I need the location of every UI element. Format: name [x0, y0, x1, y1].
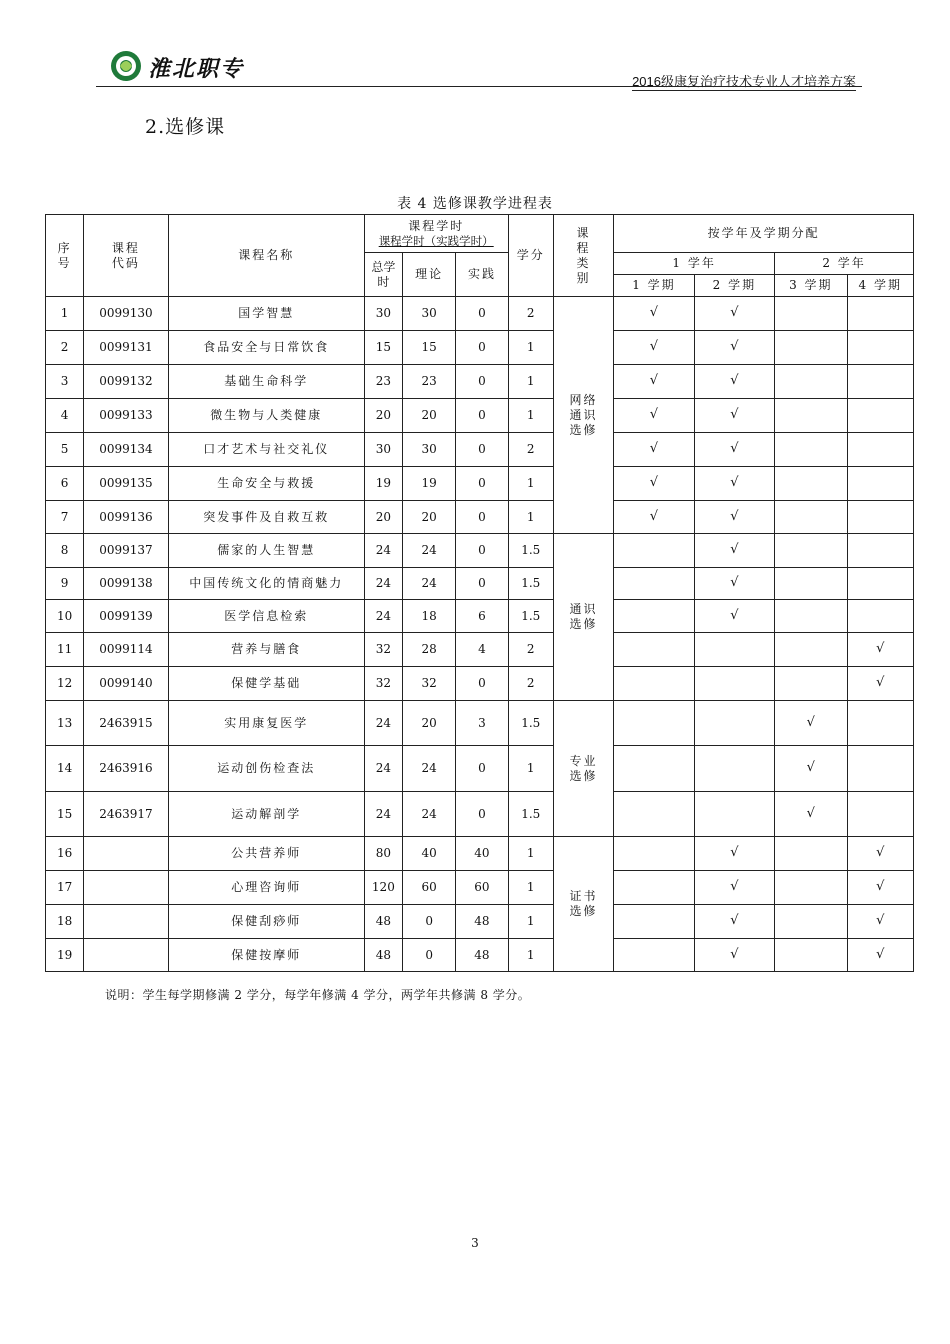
row-credit: 1 — [508, 399, 553, 433]
row-theory-hours: 30 — [402, 433, 455, 467]
row-category: 网络通识选修 — [553, 297, 613, 534]
row-code: 0099138 — [84, 568, 168, 600]
row-practice-hours: 0 — [456, 792, 508, 837]
term1-cell — [614, 433, 694, 467]
header-theory: 理论 — [402, 253, 455, 297]
check-mark-icon: √ — [730, 946, 739, 962]
row-course-name: 营养与膳食 — [168, 633, 364, 667]
row-course-name: 生命安全与救援 — [168, 467, 364, 501]
header-year2: 2 学年 — [775, 253, 914, 275]
check-mark-icon: √ — [649, 339, 659, 355]
row-theory-hours: 24 — [402, 568, 455, 600]
row-code: 0099137 — [84, 534, 168, 568]
header-year1: 1 学年 — [614, 253, 775, 275]
table-row — [46, 871, 914, 905]
row-course-name: 公共营养师 — [168, 837, 364, 871]
row-seq: 15 — [46, 792, 84, 837]
term1-cell — [614, 501, 694, 534]
term3-cell — [775, 746, 847, 792]
term1-cell — [614, 467, 694, 501]
check-mark-icon: √ — [649, 373, 659, 389]
check-mark-icon: √ — [730, 508, 739, 524]
check-mark-icon: √ — [730, 845, 739, 861]
term1-cell — [614, 331, 694, 365]
header-hours-group — [364, 215, 508, 253]
header-seq: 序号 — [46, 215, 84, 297]
term3-cell — [775, 837, 847, 871]
row-practice-hours: 0 — [456, 467, 508, 501]
row-course-name: 儒家的人生智慧 — [168, 534, 364, 568]
term3-cell — [775, 467, 847, 501]
row-theory-hours: 30 — [402, 297, 455, 331]
term4-cell — [847, 600, 913, 633]
check-mark-icon: √ — [876, 845, 885, 861]
check-mark-icon: √ — [649, 305, 659, 321]
row-total-hours: 24 — [364, 568, 402, 600]
row-total-hours: 30 — [364, 297, 402, 331]
row-theory-hours: 20 — [402, 701, 455, 746]
row-seq: 17 — [46, 871, 84, 905]
row-total-hours: 48 — [364, 905, 402, 939]
term1-cell — [614, 837, 694, 871]
term1-cell — [614, 905, 694, 939]
table-row — [46, 837, 914, 871]
row-seq: 9 — [46, 568, 84, 600]
row-theory-hours: 24 — [402, 746, 455, 792]
row-category: 专业选修 — [553, 701, 613, 837]
row-total-hours: 80 — [364, 837, 402, 871]
check-mark-icon: √ — [730, 339, 739, 355]
term1-cell — [614, 297, 694, 331]
term3-cell — [775, 534, 847, 568]
term2-cell — [694, 939, 774, 972]
row-seq: 18 — [46, 905, 84, 939]
term2-cell — [694, 837, 774, 871]
row-practice-hours: 0 — [456, 746, 508, 792]
row-code — [84, 871, 168, 905]
term2-cell — [694, 792, 774, 837]
table-row — [46, 331, 914, 365]
term2-cell — [694, 297, 774, 331]
term1-cell — [614, 871, 694, 905]
row-practice-hours: 60 — [456, 871, 508, 905]
row-seq: 12 — [46, 667, 84, 701]
row-course-name: 突发事件及自救互救 — [168, 501, 364, 534]
row-seq: 16 — [46, 837, 84, 871]
check-mark-icon: √ — [806, 805, 815, 821]
term4-cell — [847, 633, 913, 667]
term1-cell — [614, 939, 694, 972]
row-seq: 3 — [46, 365, 84, 399]
logo-text: 淮北职专 — [148, 56, 245, 82]
row-code: 0099136 — [84, 501, 168, 534]
row-practice-hours: 40 — [456, 837, 508, 871]
check-mark-icon: √ — [730, 475, 739, 491]
term2-cell — [694, 568, 774, 600]
row-seq: 5 — [46, 433, 84, 467]
term4-cell — [847, 501, 913, 534]
term4-cell — [847, 297, 913, 331]
row-credit: 1.5 — [508, 792, 553, 837]
term2-cell — [694, 871, 774, 905]
table-row — [46, 792, 914, 837]
row-practice-hours: 3 — [456, 701, 508, 746]
table-row — [46, 939, 914, 972]
row-code: 0099130 — [84, 297, 168, 331]
check-mark-icon: √ — [730, 407, 739, 423]
term4-cell — [847, 433, 913, 467]
header-term2: 2 学期 — [694, 275, 774, 297]
term4-cell — [847, 871, 913, 905]
row-credit: 2 — [508, 433, 553, 467]
course-rows — [46, 297, 914, 972]
row-code: 0099114 — [84, 633, 168, 667]
term3-cell — [775, 939, 847, 972]
row-credit: 2 — [508, 667, 553, 701]
check-mark-icon: √ — [876, 641, 885, 657]
header-term3: 3 学期 — [775, 275, 847, 297]
row-seq: 2 — [46, 331, 84, 365]
row-seq: 1 — [46, 297, 84, 331]
row-total-hours: 120 — [364, 871, 402, 905]
row-practice-hours: 48 — [456, 939, 508, 972]
row-practice-hours: 0 — [456, 331, 508, 365]
row-code: 2463915 — [84, 701, 168, 746]
row-code: 2463917 — [84, 792, 168, 837]
term2-cell — [694, 667, 774, 701]
row-seq: 4 — [46, 399, 84, 433]
row-theory-hours: 20 — [402, 501, 455, 534]
check-mark-icon: √ — [876, 879, 885, 895]
row-seq: 13 — [46, 701, 84, 746]
term4-cell — [847, 667, 913, 701]
term4-cell — [847, 939, 913, 972]
row-total-hours: 24 — [364, 746, 402, 792]
check-mark-icon: √ — [806, 760, 815, 776]
row-total-hours: 24 — [364, 701, 402, 746]
row-credit: 1 — [508, 871, 553, 905]
row-total-hours: 30 — [364, 433, 402, 467]
row-practice-hours: 0 — [456, 501, 508, 534]
term3-cell — [775, 871, 847, 905]
row-credit: 1 — [508, 837, 553, 871]
table-note: 说明：学生每学期修满 2 学分，每学年修满 4 学分，两学年共修满 8 学分。 — [105, 988, 531, 1002]
check-mark-icon: √ — [730, 441, 739, 457]
table-row — [46, 501, 914, 534]
row-total-hours: 20 — [364, 501, 402, 534]
row-credit: 1 — [508, 746, 553, 792]
row-course-name: 基础生命科学 — [168, 365, 364, 399]
term1-cell — [614, 701, 694, 746]
row-theory-hours: 32 — [402, 667, 455, 701]
table-row — [46, 399, 914, 433]
row-code: 0099140 — [84, 667, 168, 701]
check-mark-icon: √ — [649, 475, 659, 491]
row-credit: 2 — [508, 297, 553, 331]
row-course-name: 保健按摩师 — [168, 939, 364, 972]
term2-cell — [694, 365, 774, 399]
row-theory-hours: 0 — [402, 939, 455, 972]
row-code: 0099131 — [84, 331, 168, 365]
row-code: 0099135 — [84, 467, 168, 501]
term4-cell — [847, 365, 913, 399]
row-course-name: 食品安全与日常饮食 — [168, 331, 364, 365]
term1-cell — [614, 667, 694, 701]
row-total-hours: 48 — [364, 939, 402, 972]
table-row — [46, 667, 914, 701]
check-mark-icon: √ — [730, 879, 739, 895]
school-logo — [108, 48, 248, 84]
header-hours-title: 课程学时 — [408, 218, 465, 233]
term3-cell — [775, 399, 847, 433]
page-number: 3 — [471, 1236, 479, 1250]
row-theory-hours: 40 — [402, 837, 455, 871]
term2-cell — [694, 534, 774, 568]
row-practice-hours: 0 — [456, 667, 508, 701]
row-total-hours: 23 — [364, 365, 402, 399]
row-code: 2463916 — [84, 746, 168, 792]
row-seq: 6 — [46, 467, 84, 501]
row-code — [84, 905, 168, 939]
row-seq: 10 — [46, 600, 84, 633]
term2-cell — [694, 600, 774, 633]
row-practice-hours: 0 — [456, 399, 508, 433]
row-course-name: 医学信息检索 — [168, 600, 364, 633]
check-mark-icon: √ — [730, 575, 739, 591]
row-credit: 1.5 — [508, 701, 553, 746]
row-total-hours: 24 — [364, 534, 402, 568]
row-credit: 1 — [508, 501, 553, 534]
term2-cell — [694, 331, 774, 365]
check-mark-icon: √ — [649, 441, 659, 457]
row-practice-hours: 0 — [456, 297, 508, 331]
header-name: 课程名称 — [168, 215, 364, 297]
document-header-title: 2016级康复治疗技术专业人才培养方案 — [632, 71, 856, 91]
row-credit: 1 — [508, 939, 553, 972]
elective-course-table — [45, 214, 914, 972]
term3-cell — [775, 667, 847, 701]
row-credit: 1 — [508, 467, 553, 501]
term4-cell — [847, 792, 913, 837]
header-divider — [96, 86, 862, 87]
table-row — [46, 633, 914, 667]
table-row — [46, 534, 914, 568]
header-code: 课程代码 — [84, 215, 168, 297]
term4-cell — [847, 568, 913, 600]
row-theory-hours: 15 — [402, 331, 455, 365]
term2-cell — [694, 633, 774, 667]
row-theory-hours: 23 — [402, 365, 455, 399]
row-code — [84, 939, 168, 972]
row-course-name: 国学智慧 — [168, 297, 364, 331]
table-row — [46, 467, 914, 501]
term4-cell — [847, 746, 913, 792]
term3-cell — [775, 701, 847, 746]
check-mark-icon: √ — [806, 714, 815, 730]
term3-cell — [775, 568, 847, 600]
header-category: 课程类别 — [553, 215, 613, 297]
term2-cell — [694, 905, 774, 939]
term3-cell — [775, 633, 847, 667]
row-course-name: 运动创伤检查法 — [168, 746, 364, 792]
check-mark-icon: √ — [649, 407, 659, 423]
row-seq: 8 — [46, 534, 84, 568]
table-row — [46, 568, 914, 600]
row-practice-hours: 6 — [456, 600, 508, 633]
row-course-name: 保健刮痧师 — [168, 905, 364, 939]
term1-cell — [614, 365, 694, 399]
term1-cell — [614, 568, 694, 600]
header-total: 总学时 — [364, 253, 402, 297]
term1-cell — [614, 746, 694, 792]
header-term1: 1 学期 — [614, 275, 694, 297]
row-category: 证书选修 — [553, 837, 613, 972]
row-total-hours: 32 — [364, 667, 402, 701]
check-mark-icon: √ — [876, 675, 885, 691]
check-mark-icon: √ — [730, 607, 739, 623]
row-practice-hours: 0 — [456, 433, 508, 467]
row-theory-hours: 18 — [402, 600, 455, 633]
row-course-name: 中国传统文化的情商魅力 — [168, 568, 364, 600]
term2-cell — [694, 399, 774, 433]
table-row — [46, 365, 914, 399]
row-total-hours: 20 — [364, 399, 402, 433]
term1-cell — [614, 792, 694, 837]
term1-cell — [614, 633, 694, 667]
check-mark-icon: √ — [876, 946, 885, 962]
table-row — [46, 297, 914, 331]
row-credit: 1 — [508, 905, 553, 939]
row-practice-hours: 0 — [456, 534, 508, 568]
term1-cell — [614, 399, 694, 433]
row-theory-hours: 60 — [402, 871, 455, 905]
row-theory-hours: 28 — [402, 633, 455, 667]
row-course-name: 保健学基础 — [168, 667, 364, 701]
row-seq: 14 — [46, 746, 84, 792]
term3-cell — [775, 297, 847, 331]
term2-cell — [694, 746, 774, 792]
term3-cell — [775, 600, 847, 633]
term2-cell — [694, 501, 774, 534]
row-total-hours: 19 — [364, 467, 402, 501]
row-practice-hours: 48 — [456, 905, 508, 939]
table-row — [46, 905, 914, 939]
term2-cell — [694, 433, 774, 467]
check-mark-icon: √ — [730, 542, 739, 558]
row-credit: 1.5 — [508, 600, 553, 633]
table-row — [46, 746, 914, 792]
table-caption: 表 4 选修课教学进程表 — [397, 196, 553, 212]
term3-cell — [775, 501, 847, 534]
header-distribution: 按学年及学期分配 — [614, 215, 914, 253]
term4-cell — [847, 331, 913, 365]
table-row — [46, 701, 914, 746]
row-course-name: 运动解剖学 — [168, 792, 364, 837]
row-theory-hours: 24 — [402, 534, 455, 568]
row-code: 0099133 — [84, 399, 168, 433]
row-course-name: 微生物与人类健康 — [168, 399, 364, 433]
table-row — [46, 600, 914, 633]
term2-cell — [694, 701, 774, 746]
row-seq: 7 — [46, 501, 84, 534]
row-total-hours: 15 — [364, 331, 402, 365]
term3-cell — [775, 792, 847, 837]
row-course-name: 实用康复医学 — [168, 701, 364, 746]
row-practice-hours: 4 — [456, 633, 508, 667]
check-mark-icon: √ — [730, 373, 739, 389]
check-mark-icon: √ — [649, 508, 659, 524]
row-theory-hours: 0 — [402, 905, 455, 939]
row-credit: 1.5 — [508, 534, 553, 568]
row-category: 通识选修 — [553, 534, 613, 701]
row-practice-hours: 0 — [456, 365, 508, 399]
term1-cell — [614, 600, 694, 633]
row-credit: 1 — [508, 331, 553, 365]
section-title: 2.选修课 — [145, 116, 226, 138]
row-total-hours: 24 — [364, 600, 402, 633]
header-term4: 4 学期 — [847, 275, 913, 297]
term2-cell — [694, 467, 774, 501]
row-total-hours: 24 — [364, 792, 402, 837]
row-theory-hours: 19 — [402, 467, 455, 501]
term1-cell — [614, 534, 694, 568]
check-mark-icon: √ — [876, 913, 885, 929]
row-theory-hours: 20 — [402, 399, 455, 433]
row-code: 0099139 — [84, 600, 168, 633]
term4-cell — [847, 534, 913, 568]
row-credit: 1 — [508, 365, 553, 399]
term4-cell — [847, 837, 913, 871]
term4-cell — [847, 905, 913, 939]
row-practice-hours: 0 — [456, 568, 508, 600]
term3-cell — [775, 365, 847, 399]
term4-cell — [847, 467, 913, 501]
row-credit: 2 — [508, 633, 553, 667]
term3-cell — [775, 905, 847, 939]
term4-cell — [847, 701, 913, 746]
row-code: 0099134 — [84, 433, 168, 467]
row-course-name: 心理咨询师 — [168, 871, 364, 905]
header-credit: 学分 — [508, 215, 553, 297]
row-code — [84, 837, 168, 871]
term3-cell — [775, 331, 847, 365]
header-practice: 实践 — [456, 253, 508, 297]
row-seq: 19 — [46, 939, 84, 972]
row-credit: 1.5 — [508, 568, 553, 600]
term3-cell — [775, 433, 847, 467]
row-course-name: 口才艺术与社交礼仪 — [168, 433, 364, 467]
header-hours-subtitle: 课程学时（实践学时） — [378, 233, 494, 248]
row-code: 0099132 — [84, 365, 168, 399]
table-row — [46, 433, 914, 467]
check-mark-icon: √ — [730, 305, 739, 321]
row-total-hours: 32 — [364, 633, 402, 667]
term4-cell — [847, 399, 913, 433]
check-mark-icon: √ — [730, 913, 739, 929]
row-seq: 11 — [46, 633, 84, 667]
row-theory-hours: 24 — [402, 792, 455, 837]
